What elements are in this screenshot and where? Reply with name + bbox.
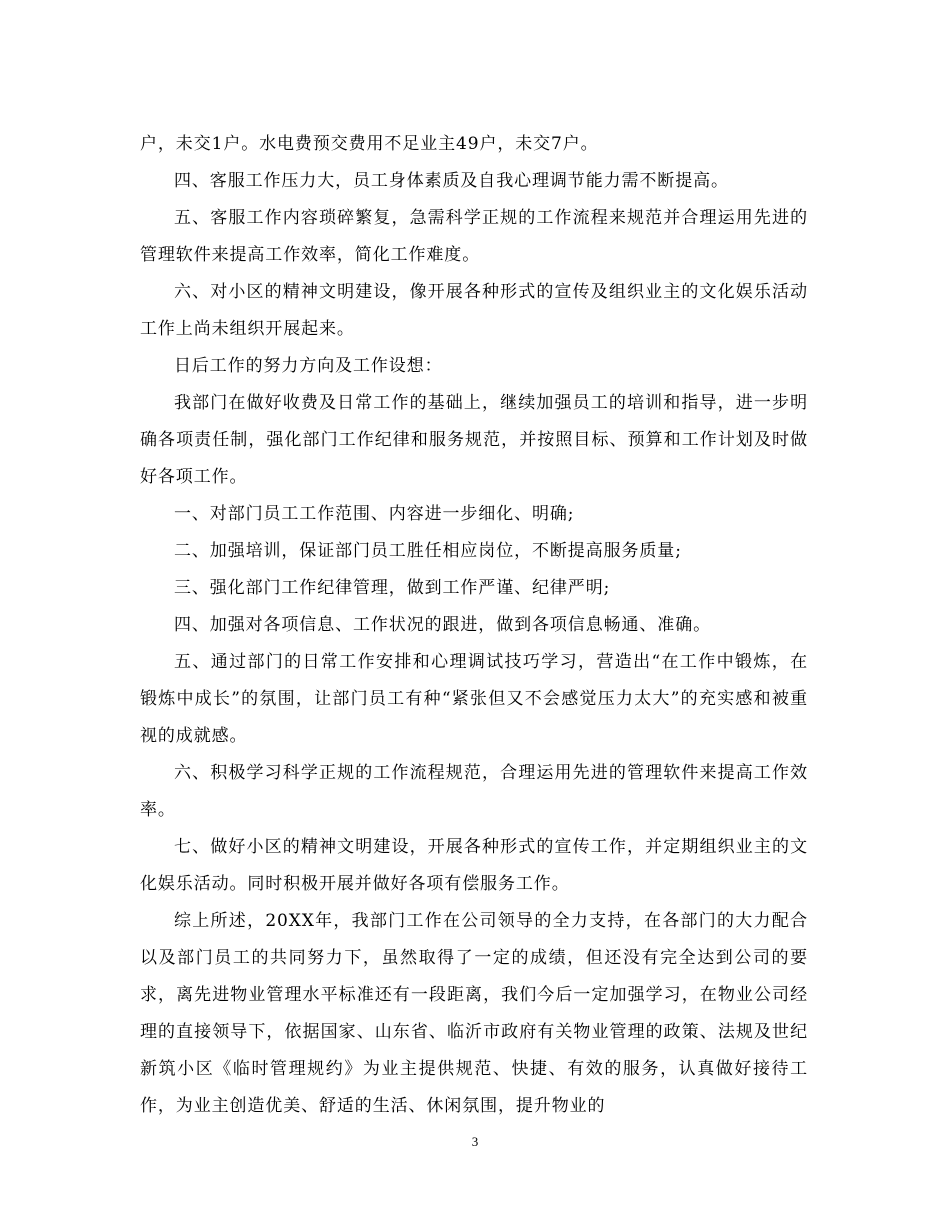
plan-item-seven: 七、做好小区的精神文明建设，开展各种形式的宣传工作，并定期组织业主的文化娱乐活动。同时积极开展并做好各项有偿服务工作。 — [140, 837, 808, 894]
plan-item-one: 一、对部门员工工作范围、内容进一步细化、明确; — [174, 504, 575, 524]
plan-item-six: 六、积极学习科学正规的工作流程规范，合理运用先进的管理软件来提高工作效率。 — [140, 763, 808, 820]
paragraph-issue-five: 五、客服工作内容琐碎繁复，急需科学正规的工作流程来规范并合理运用先进的管理软件来提高工作效率，简化工作难度。 — [140, 208, 808, 265]
plan-item-five: 五、通过部门的日常工作安排和心理调试技巧学习，营造出“在工作中锻炼，在锻炼中成长”的氛围，让部门员工有种“紧张但又不会感觉压力太大”的充实感和被重视的成就感。 — [140, 652, 808, 746]
paragraph-issue-six: 六、对小区的精神文明建设，像开展各种形式的宣传及组织业主的文化娱乐活动工作上尚未组织开展起来。 — [140, 282, 808, 339]
paragraph-continuation: 户，未交1户。水电费预交费用不足业主49户，未交7户。 — [140, 134, 599, 154]
page-number: 3 — [471, 1134, 479, 1149]
document-body — [140, 126, 808, 1125]
paragraph-issue-four: 四、客服工作压力大，员工身体素质及自我心理调节能力需不断提高。 — [174, 171, 729, 191]
plan-item-two: 二、加强培训，保证部门员工胜任相应岗位，不断提高服务质量; — [174, 541, 682, 561]
plan-item-four: 四、加强对各项信息、工作状况的跟进，做到各项信息畅通、准确。 — [174, 615, 711, 635]
paragraph-department-overview: 我部门在做好收费及日常工作的基础上，继续加强员工的培训和指导，进一步明确各项责任制，强化部门工作纪律和服务规范，并按照目标、预算和工作计划及时做好各项工作。 — [140, 393, 808, 487]
plan-item-three: 三、强化部门工作纪律管理，做到工作严谨、纪律严明; — [174, 578, 611, 598]
section-heading-future-plans: 日后工作的努力方向及工作设想： — [174, 356, 443, 376]
paragraph-summary: 综上所述，20XX年，我部门工作在公司领导的全力支持，在各部门的大力配合以及部门员工的共同努力下，虽然取得了一定的成绩，但还没有完全达到公司的要求，离先进物业管理水平标准还有一段距离，我们今后一定加强学习，在物业公司经理的直接领导下，依据国家、山东省、临沂市政府有关物业管理的政策、法规及世纪新筑小区《临时管理规约》为业主提供规范、快捷、有效的服务，认真做好接待工作，为业主创造优美、舒适的生活、休闲氛围，提升物业的 — [140, 911, 808, 1116]
